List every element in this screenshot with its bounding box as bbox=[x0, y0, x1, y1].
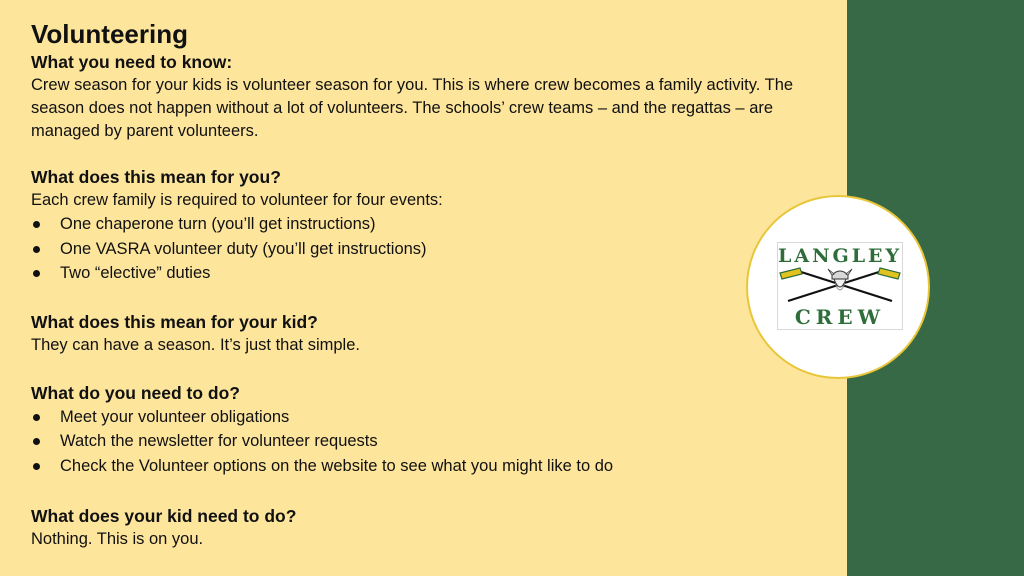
section-heading: What does this mean for your kid? bbox=[31, 311, 318, 332]
section-need-to-know bbox=[31, 50, 811, 143]
logo-bottom-text: CREW bbox=[794, 305, 886, 329]
list-item: Watch the newsletter for volunteer requests bbox=[31, 429, 811, 454]
section-mean-for-kid bbox=[31, 310, 811, 357]
list-item: Two “elective” duties bbox=[31, 261, 811, 286]
bullet-dot-icon bbox=[33, 414, 40, 421]
list-item: Meet your volunteer obligations bbox=[31, 405, 811, 430]
crossed-oars-viking-icon bbox=[778, 265, 902, 305]
list-item: One chaperone turn (you’ll get instructions) bbox=[31, 212, 811, 237]
bullet-dot-icon bbox=[33, 463, 40, 470]
bullet-dot-icon bbox=[33, 246, 40, 253]
section-you-need-to-do bbox=[31, 381, 811, 479]
section-mean-for-you bbox=[31, 165, 811, 286]
section-paragraph: Nothing. This is on you. bbox=[31, 530, 204, 548]
list-item: Check the Volunteer options on the website to see what you might like to do bbox=[31, 454, 811, 479]
section-kid-need-to-do bbox=[31, 504, 811, 551]
section-heading: What you need to know: bbox=[31, 52, 233, 72]
slide-content bbox=[31, 18, 811, 551]
bullet-list bbox=[31, 405, 811, 479]
logo-top-text: LANGLEY bbox=[778, 245, 903, 267]
section-paragraph: Each crew family is required to volunteer for four events: bbox=[31, 191, 443, 209]
list-item: One VASRA volunteer duty (you’ll get instructions) bbox=[31, 237, 811, 262]
section-heading: What does this mean for you? bbox=[31, 167, 281, 187]
bullet-list bbox=[31, 212, 811, 286]
slide-title: Volunteering bbox=[31, 19, 188, 49]
bullet-dot-icon bbox=[33, 438, 40, 445]
bullet-dot-icon bbox=[33, 221, 40, 228]
section-paragraph: They can have a season. It’s just that simple. bbox=[31, 335, 360, 354]
section-heading: What do you need to do? bbox=[31, 382, 241, 403]
langley-crew-logo bbox=[777, 242, 903, 330]
bullet-dot-icon bbox=[33, 270, 40, 277]
section-paragraph: Crew season for your kids is volunteer season for you. This is where crew becomes a family activity. The season does not happen without a lot of volunteers. The schools’ crew teams – and the regattas – are managed by parent volunteers. bbox=[31, 76, 794, 140]
section-heading: What does your kid need to do? bbox=[31, 506, 297, 526]
